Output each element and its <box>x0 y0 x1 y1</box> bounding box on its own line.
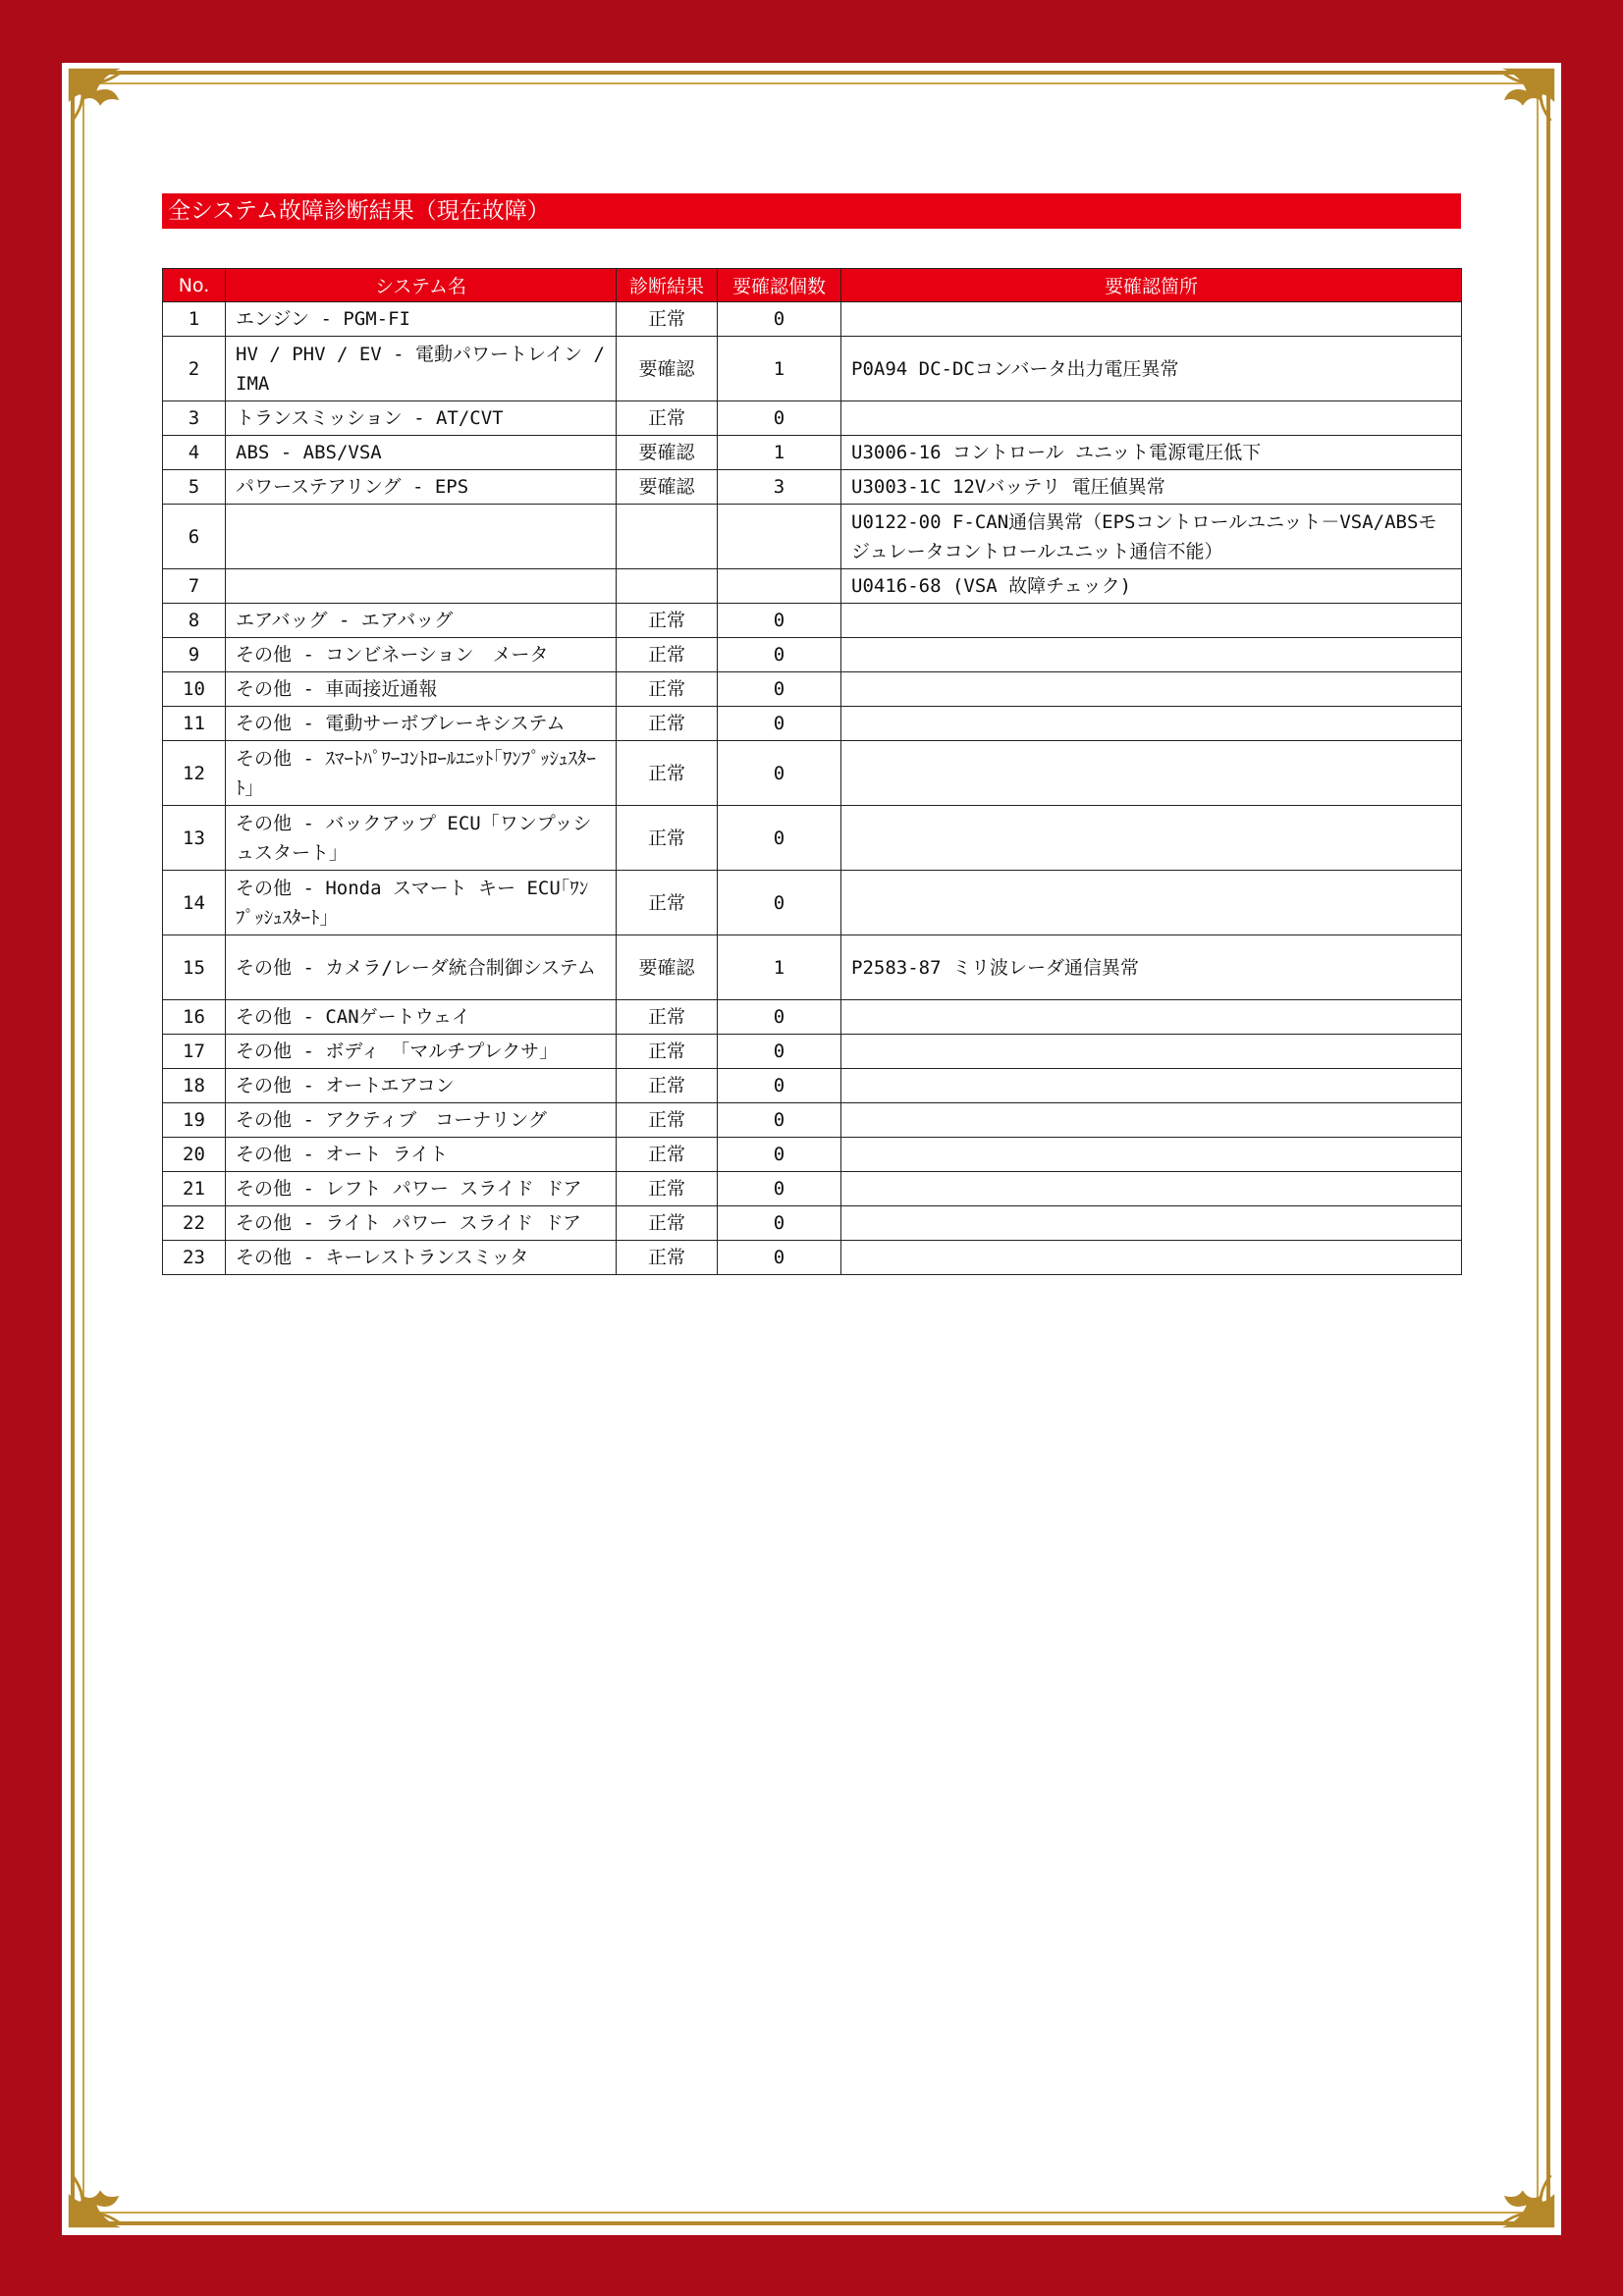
row-system: エアバッグ - エアバッグ <box>226 604 617 638</box>
row-count: 1 <box>718 436 841 470</box>
row-count <box>718 505 841 569</box>
row-detail <box>841 638 1462 672</box>
row-result <box>617 569 718 604</box>
row-detail: U3003-1C 12Vバッテリ 電圧値異常 <box>841 470 1462 505</box>
row-no: 9 <box>163 638 226 672</box>
row-no: 13 <box>163 806 226 871</box>
row-result: 正常 <box>617 1241 718 1275</box>
row-count: 0 <box>718 1035 841 1069</box>
row-system: その他 - ボディ 「マルチプレクサ」 <box>226 1035 617 1069</box>
row-count: 0 <box>718 672 841 707</box>
row-no: 4 <box>163 436 226 470</box>
row-system <box>226 505 617 569</box>
corner-ornament-icon <box>65 2138 158 2231</box>
row-detail <box>841 401 1462 436</box>
row-system: その他 - 電動サーボブレーキシステム <box>226 707 617 741</box>
row-detail: P2583-87 ミリ波レーダ通信異常 <box>841 935 1462 1000</box>
table-row <box>163 569 1462 604</box>
table-row <box>163 806 1462 871</box>
row-count <box>718 569 841 604</box>
row-system: その他 - CANゲートウェイ <box>226 1000 617 1035</box>
table-row <box>163 302 1462 337</box>
row-detail <box>841 1206 1462 1241</box>
row-count: 0 <box>718 1206 841 1241</box>
row-detail <box>841 1103 1462 1138</box>
row-result: 要確認 <box>617 935 718 1000</box>
row-system: その他 - アクティブ コーナリング <box>226 1103 617 1138</box>
row-result: 正常 <box>617 1206 718 1241</box>
row-no: 7 <box>163 569 226 604</box>
row-system: ABS - ABS/VSA <box>226 436 617 470</box>
row-count: 3 <box>718 470 841 505</box>
row-detail <box>841 1069 1462 1103</box>
row-count: 0 <box>718 1138 841 1172</box>
table-row <box>163 1103 1462 1138</box>
row-detail: U0416-68 (VSA 故障チェック) <box>841 569 1462 604</box>
row-count: 0 <box>718 1069 841 1103</box>
corner-ornament-icon <box>65 65 158 158</box>
row-result: 正常 <box>617 1000 718 1035</box>
row-detail <box>841 871 1462 935</box>
row-system: パワーステアリング - EPS <box>226 470 617 505</box>
row-count: 0 <box>718 707 841 741</box>
row-count: 0 <box>718 604 841 638</box>
row-no: 6 <box>163 505 226 569</box>
row-no: 11 <box>163 707 226 741</box>
row-system <box>226 569 617 604</box>
header-count: 要確認個数 <box>718 269 841 302</box>
table-row <box>163 1241 1462 1275</box>
table-row <box>163 470 1462 505</box>
header-no: No. <box>163 269 226 302</box>
row-result: 正常 <box>617 638 718 672</box>
header-system-name: システム名 <box>226 269 617 302</box>
row-count: 0 <box>718 741 841 806</box>
row-count: 0 <box>718 401 841 436</box>
row-system: その他 - コンビネーション メータ <box>226 638 617 672</box>
row-detail <box>841 672 1462 707</box>
row-result: 正常 <box>617 672 718 707</box>
row-system: その他 - ライト パワー スライド ドア <box>226 1206 617 1241</box>
table-row <box>163 1035 1462 1069</box>
row-no: 10 <box>163 672 226 707</box>
row-detail: U0122-00 F-CAN通信異常（EPSコントロールユニット－VSA/ABSモジュレータコントロールユニット通信不能） <box>841 505 1462 569</box>
row-count: 0 <box>718 871 841 935</box>
row-count: 0 <box>718 638 841 672</box>
row-detail <box>841 1172 1462 1206</box>
row-result: 正常 <box>617 1172 718 1206</box>
table-row <box>163 337 1462 401</box>
row-system: エンジン - PGM-FI <box>226 302 617 337</box>
table-row <box>163 707 1462 741</box>
row-system: トランスミッション - AT/CVT <box>226 401 617 436</box>
row-count: 0 <box>718 806 841 871</box>
table-row <box>163 436 1462 470</box>
header-result: 診断結果 <box>617 269 718 302</box>
row-system: HV / PHV / EV - 電動パワートレイン /IMA <box>226 337 617 401</box>
row-count: 0 <box>718 1000 841 1035</box>
row-result: 正常 <box>617 806 718 871</box>
page-title: 全システム故障診断結果（現在故障） <box>162 193 1461 229</box>
row-detail <box>841 741 1462 806</box>
row-detail <box>841 1138 1462 1172</box>
row-result: 正常 <box>617 741 718 806</box>
header-detail: 要確認箇所 <box>841 269 1462 302</box>
row-no: 14 <box>163 871 226 935</box>
row-no: 1 <box>163 302 226 337</box>
row-detail <box>841 806 1462 871</box>
row-no: 20 <box>163 1138 226 1172</box>
table-row <box>163 401 1462 436</box>
row-count: 1 <box>718 935 841 1000</box>
table-row <box>163 1069 1462 1103</box>
row-detail <box>841 1241 1462 1275</box>
diagnosis-table <box>162 268 1462 1275</box>
table-row <box>163 935 1462 1000</box>
table-row <box>163 871 1462 935</box>
row-system: その他 - オートエアコン <box>226 1069 617 1103</box>
row-detail: U3006-16 コントロール ユニット電源電圧低下 <box>841 436 1462 470</box>
row-no: 8 <box>163 604 226 638</box>
row-count: 1 <box>718 337 841 401</box>
row-count: 0 <box>718 1172 841 1206</box>
row-no: 21 <box>163 1172 226 1206</box>
row-result <box>617 505 718 569</box>
corner-ornament-icon <box>1465 2138 1558 2231</box>
row-no: 5 <box>163 470 226 505</box>
row-system: その他 - カメラ/レーダ統合制御システム <box>226 935 617 1000</box>
row-system: その他 - バックアップ ECU「ワンプッシュスタート」 <box>226 806 617 871</box>
table-row <box>163 1206 1462 1241</box>
row-result: 要確認 <box>617 436 718 470</box>
row-result: 正常 <box>617 707 718 741</box>
row-no: 3 <box>163 401 226 436</box>
table-row <box>163 604 1462 638</box>
row-no: 17 <box>163 1035 226 1069</box>
row-no: 22 <box>163 1206 226 1241</box>
row-no: 23 <box>163 1241 226 1275</box>
row-system: その他 - Honda スマート キー ECU｢ﾜﾝﾌﾟｯｼｭｽﾀｰﾄ｣ <box>226 871 617 935</box>
row-detail <box>841 604 1462 638</box>
row-result: 要確認 <box>617 470 718 505</box>
row-no: 15 <box>163 935 226 1000</box>
row-system: その他 - 車両接近通報 <box>226 672 617 707</box>
table-row <box>163 741 1462 806</box>
table-row <box>163 672 1462 707</box>
row-detail: P0A94 DC-DCコンバータ出力電圧異常 <box>841 337 1462 401</box>
row-count: 0 <box>718 1241 841 1275</box>
row-result: 正常 <box>617 1103 718 1138</box>
row-count: 0 <box>718 302 841 337</box>
row-result: 正常 <box>617 1069 718 1103</box>
row-result: 正常 <box>617 1138 718 1172</box>
row-count: 0 <box>718 1103 841 1138</box>
table-row <box>163 1138 1462 1172</box>
row-result: 要確認 <box>617 337 718 401</box>
table-row <box>163 505 1462 569</box>
row-system: その他 - レフト パワー スライド ドア <box>226 1172 617 1206</box>
table-row <box>163 638 1462 672</box>
row-no: 2 <box>163 337 226 401</box>
table-row <box>163 1000 1462 1035</box>
row-result: 正常 <box>617 871 718 935</box>
row-no: 18 <box>163 1069 226 1103</box>
row-result: 正常 <box>617 604 718 638</box>
row-no: 12 <box>163 741 226 806</box>
row-system: その他 - キーレストランスミッタ <box>226 1241 617 1275</box>
row-no: 16 <box>163 1000 226 1035</box>
row-no: 19 <box>163 1103 226 1138</box>
row-result: 正常 <box>617 302 718 337</box>
table-row <box>163 1172 1462 1206</box>
row-detail <box>841 1000 1462 1035</box>
row-detail <box>841 1035 1462 1069</box>
row-result: 正常 <box>617 1035 718 1069</box>
row-system: その他 - ｽﾏｰﾄﾊﾟﾜｰｺﾝﾄﾛｰﾙﾕﾆｯﾄ｢ﾜﾝﾌﾟｯｼｭｽﾀｰﾄ｣ <box>226 741 617 806</box>
row-detail <box>841 302 1462 337</box>
row-detail <box>841 707 1462 741</box>
row-result: 正常 <box>617 401 718 436</box>
row-system: その他 - オート ライト <box>226 1138 617 1172</box>
corner-ornament-icon <box>1465 65 1558 158</box>
